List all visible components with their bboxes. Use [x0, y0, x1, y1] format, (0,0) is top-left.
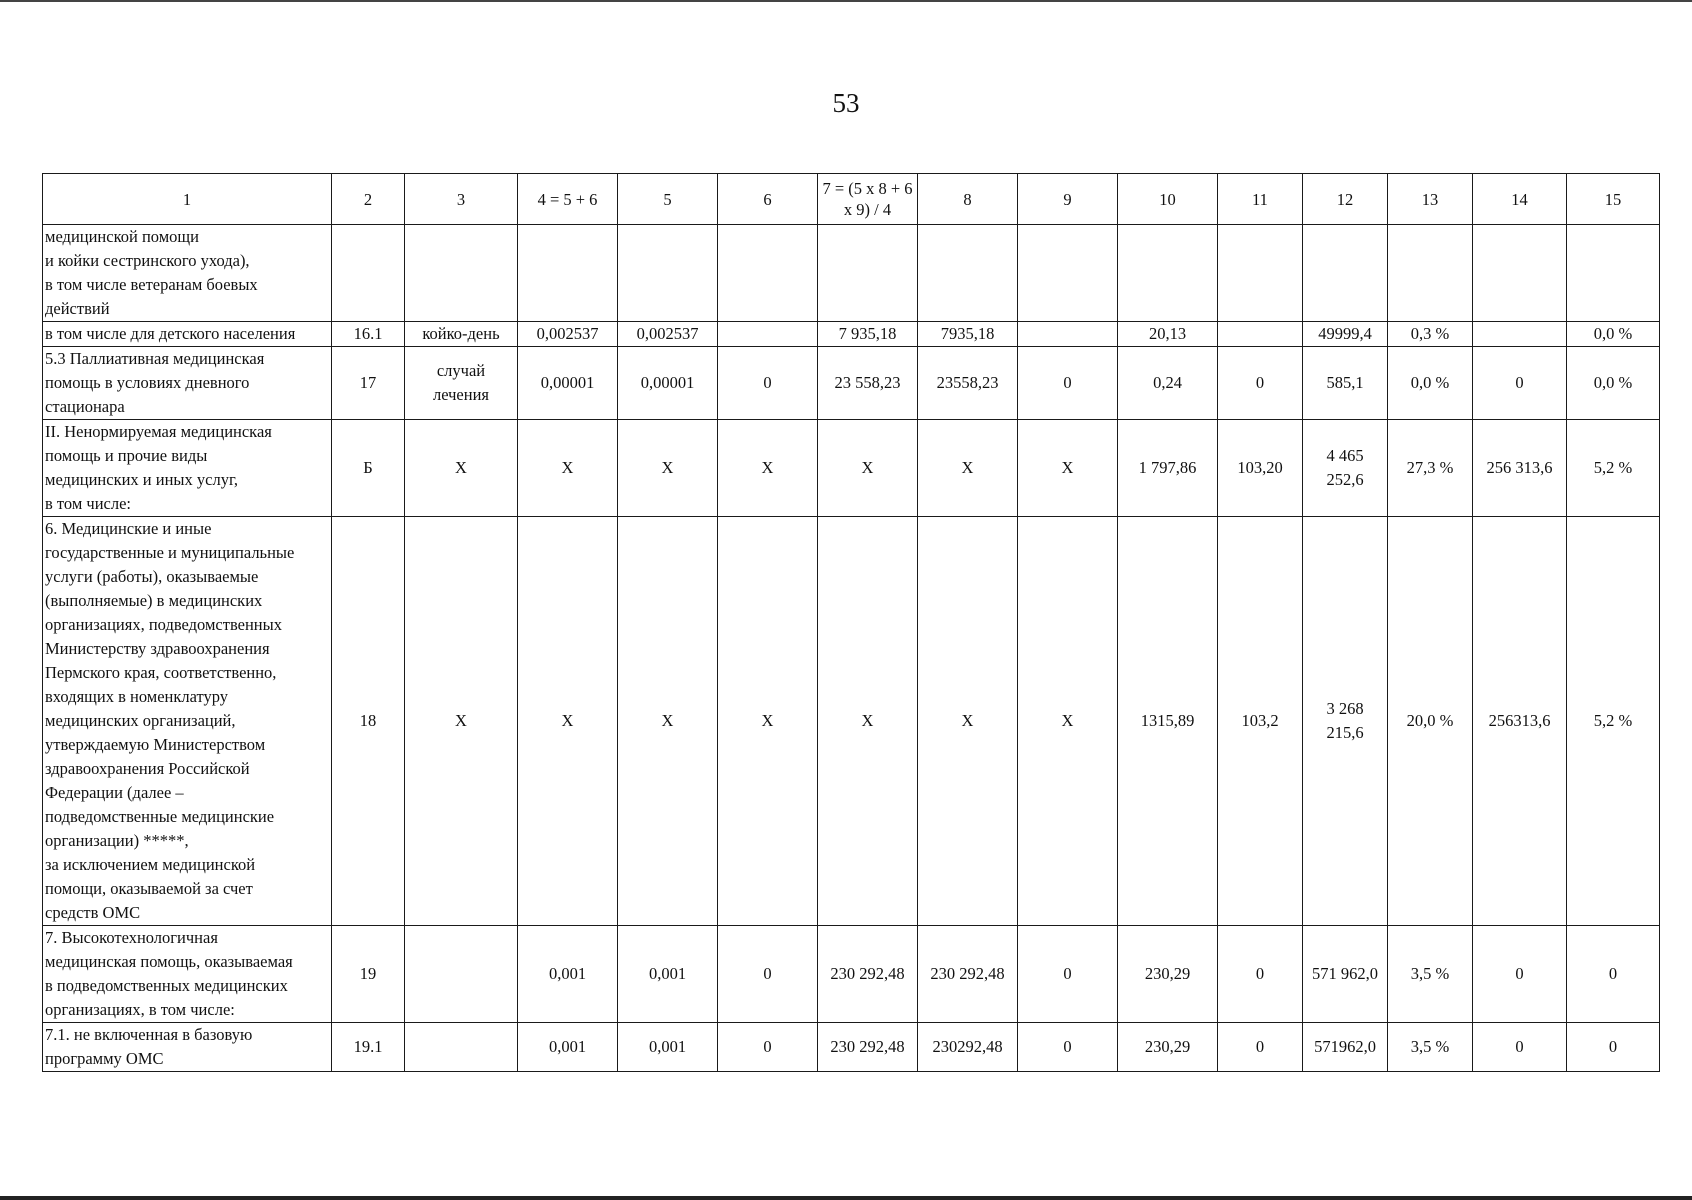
table-cell: Х — [1018, 420, 1118, 517]
table-cell — [405, 225, 518, 322]
table-cell: Х — [405, 517, 518, 926]
table-cell: 0 — [718, 347, 818, 420]
table-cell: 230 292,48 — [818, 1023, 918, 1072]
description-line: (выполняемые) в медицинских — [45, 591, 263, 610]
table-cell: 0,0 % — [1388, 347, 1473, 420]
table-cell — [1018, 322, 1118, 347]
table-cell: Х — [618, 420, 718, 517]
table-cell: 16.1 — [332, 322, 405, 347]
table-cell: 19 — [332, 926, 405, 1023]
table-row — [43, 225, 1660, 322]
table-row — [43, 1023, 1660, 1072]
row-description — [43, 347, 332, 420]
header-cell: 9 — [1018, 174, 1118, 225]
table-cell: 1315,89 — [1118, 517, 1218, 926]
description-line: организациях, в том числе: — [45, 1000, 235, 1019]
table-cell: 0 — [718, 1023, 818, 1072]
table-cell: Х — [918, 420, 1018, 517]
table-cell: 5,2 % — [1567, 517, 1660, 926]
table-cell — [918, 225, 1018, 322]
table-cell — [1473, 225, 1567, 322]
table-cell: 20,13 — [1118, 322, 1218, 347]
description-line: и койки сестринского ухода), — [45, 251, 250, 270]
table-cell: 0 — [1218, 1023, 1303, 1072]
description-line: Федерации (далее – — [45, 783, 184, 802]
row-description — [43, 926, 332, 1023]
row-description — [43, 322, 332, 347]
table-cell: 7935,18 — [918, 322, 1018, 347]
table-cell: Х — [405, 420, 518, 517]
table-cell: 230,29 — [1118, 926, 1218, 1023]
table-cell: случай лечения — [405, 347, 518, 420]
table-cell — [618, 225, 718, 322]
table-cell: 0 — [1473, 926, 1567, 1023]
description-line: действий — [45, 299, 110, 318]
header-cell: 12 — [1303, 174, 1388, 225]
table-cell: 7 935,18 — [818, 322, 918, 347]
page-number: 53 — [832, 88, 860, 118]
table-cell — [1473, 322, 1567, 347]
table-cell: 0 — [1567, 1023, 1660, 1072]
row-description — [43, 517, 332, 926]
header-cell: 6 — [718, 174, 818, 225]
table-cell: 585,1 — [1303, 347, 1388, 420]
description-line: медицинской помощи — [45, 227, 199, 246]
table-cell: 256 313,6 — [1473, 420, 1567, 517]
description-line: государственные и муниципальные — [45, 543, 295, 562]
description-line: входящих в номенклатуру — [45, 687, 229, 706]
table-cell: 0 — [1473, 347, 1567, 420]
table-cell: 0,0 % — [1567, 322, 1660, 347]
description-line: утверждаемую Министерством — [45, 735, 266, 754]
header-cell: 7 = (5 x 8 + 6 x 9) / 4 — [818, 174, 918, 225]
table-cell — [1118, 225, 1218, 322]
header-cell: 1 — [43, 174, 332, 225]
table-cell: Х — [918, 517, 1018, 926]
table-cell: 0 — [1018, 1023, 1118, 1072]
table-cell: 0 — [718, 926, 818, 1023]
table-cell: 23558,23 — [918, 347, 1018, 420]
description-line: в том числе ветеранам боевых — [45, 275, 258, 294]
table-cell: 18 — [332, 517, 405, 926]
row-description — [43, 225, 332, 322]
header-cell: 10 — [1118, 174, 1218, 225]
table-cell: 1 797,86 — [1118, 420, 1218, 517]
table-cell — [1388, 225, 1473, 322]
table-cell: 0 — [1567, 926, 1660, 1023]
header-cell: 2 — [332, 174, 405, 225]
page-bottom-edge — [0, 1196, 1692, 1200]
table-cell: 0,001 — [618, 926, 718, 1023]
table-cell: 19.1 — [332, 1023, 405, 1072]
row-description — [43, 420, 332, 517]
description-line: медицинских и иных услуг, — [45, 470, 238, 489]
table-header-row — [43, 174, 1660, 225]
description-line: 7.1. не включенная в базовую — [45, 1025, 253, 1044]
table-cell: 0,00001 — [618, 347, 718, 420]
description-line: помощь в условиях дневного — [45, 373, 250, 392]
table-cell: 3 268 215,6 — [1303, 517, 1388, 926]
table-cell: 27,3 % — [1388, 420, 1473, 517]
table-cell: Х — [818, 420, 918, 517]
table-cell: 0 — [1018, 926, 1118, 1023]
table-cell: 0,001 — [618, 1023, 718, 1072]
table-cell: 4 465 252,6 — [1303, 420, 1388, 517]
table-cell: 49999,4 — [1303, 322, 1388, 347]
table-cell — [405, 1023, 518, 1072]
header-cell: 5 — [618, 174, 718, 225]
description-line: 5.3 Паллиативная медицинская — [45, 349, 265, 368]
table-cell — [1218, 322, 1303, 347]
header-cell: 3 — [405, 174, 518, 225]
table-cell: 3,5 % — [1388, 926, 1473, 1023]
table-cell: 103,2 — [1218, 517, 1303, 926]
table-cell: 571 962,0 — [1303, 926, 1388, 1023]
table-row — [43, 517, 1660, 926]
table-cell: 230292,48 — [918, 1023, 1018, 1072]
header-cell: 8 — [918, 174, 1018, 225]
description-line: 6. Медицинские и иные — [45, 519, 212, 538]
table-cell: 256313,6 — [1473, 517, 1567, 926]
row-description — [43, 1023, 332, 1072]
table-cell — [718, 322, 818, 347]
table-cell: 571962,0 — [1303, 1023, 1388, 1072]
description-line: услуги (работы), оказываемые — [45, 567, 259, 586]
table-cell: 230 292,48 — [818, 926, 918, 1023]
description-line: в том числе: — [45, 494, 132, 513]
header-cell: 15 — [1567, 174, 1660, 225]
description-line: 7. Высокотехнологичная — [45, 928, 218, 947]
table-cell: 0 — [1218, 347, 1303, 420]
table-cell: 0,002537 — [518, 322, 618, 347]
page-top-edge — [0, 0, 1692, 2]
table-row — [43, 926, 1660, 1023]
table-cell — [1303, 225, 1388, 322]
table-cell — [1018, 225, 1118, 322]
table-cell: 23 558,23 — [818, 347, 918, 420]
table-row — [43, 347, 1660, 420]
description-line: за исключением медицинской — [45, 855, 256, 874]
table-cell: 3,5 % — [1388, 1023, 1473, 1072]
table-cell: 5,2 % — [1567, 420, 1660, 517]
table-cell: 0 — [1018, 347, 1118, 420]
table-cell: 0,3 % — [1388, 322, 1473, 347]
table-cell — [405, 926, 518, 1023]
data-table — [42, 173, 1660, 1072]
table-cell: Х — [818, 517, 918, 926]
table-cell: 0,00001 — [518, 347, 618, 420]
table-cell: 230 292,48 — [918, 926, 1018, 1023]
table-cell: 0,001 — [518, 926, 618, 1023]
table-body — [43, 174, 1660, 1072]
description-line: программу ОМС — [45, 1049, 164, 1068]
description-line: организации) *****, — [45, 831, 189, 850]
description-line: средств ОМС — [45, 903, 141, 922]
table-cell: 0,24 — [1118, 347, 1218, 420]
table-cell: Х — [618, 517, 718, 926]
description-line: в том числе для детского населения — [45, 324, 296, 343]
description-line: медицинских организаций, — [45, 711, 236, 730]
header-cell: 14 — [1473, 174, 1567, 225]
table-cell: Х — [718, 517, 818, 926]
description-line: стационара — [45, 397, 125, 416]
table-cell — [718, 225, 818, 322]
table-cell — [818, 225, 918, 322]
description-line: в подведомственных медицинских — [45, 976, 288, 995]
header-cell: 4 = 5 + 6 — [518, 174, 618, 225]
table-row — [43, 420, 1660, 517]
table-cell: 20,0 % — [1388, 517, 1473, 926]
table-cell: 0 — [1473, 1023, 1567, 1072]
table-cell: 0,002537 — [618, 322, 718, 347]
table-cell: Х — [1018, 517, 1118, 926]
table-cell: 0,001 — [518, 1023, 618, 1072]
description-line: помощь и прочие виды — [45, 446, 208, 465]
description-line: подведомственные медицинские — [45, 807, 275, 826]
description-line: здравоохранения Российской — [45, 759, 250, 778]
table-cell: 0,0 % — [1567, 347, 1660, 420]
table-cell — [518, 225, 618, 322]
table-cell: койко-день — [405, 322, 518, 347]
table-cell: Х — [718, 420, 818, 517]
description-line: Министерству здравоохранения — [45, 639, 270, 658]
table-cell: Х — [518, 517, 618, 926]
table-cell: Б — [332, 420, 405, 517]
description-line: Пермского края, соответственно, — [45, 663, 277, 682]
header-cell: 13 — [1388, 174, 1473, 225]
header-cell: 11 — [1218, 174, 1303, 225]
description-line: организациях, подведомственных — [45, 615, 282, 634]
table-cell — [332, 225, 405, 322]
description-line: помощи, оказываемой за счет — [45, 879, 253, 898]
table-row — [43, 322, 1660, 347]
description-line: медицинская помощь, оказываемая — [45, 952, 293, 971]
table-cell — [1218, 225, 1303, 322]
table-cell: Х — [518, 420, 618, 517]
table-cell: 17 — [332, 347, 405, 420]
description-line: II. Ненормируемая медицинская — [45, 422, 272, 441]
table-cell: 0 — [1218, 926, 1303, 1023]
table-cell — [1567, 225, 1660, 322]
table-cell: 103,20 — [1218, 420, 1303, 517]
table-cell: 230,29 — [1118, 1023, 1218, 1072]
